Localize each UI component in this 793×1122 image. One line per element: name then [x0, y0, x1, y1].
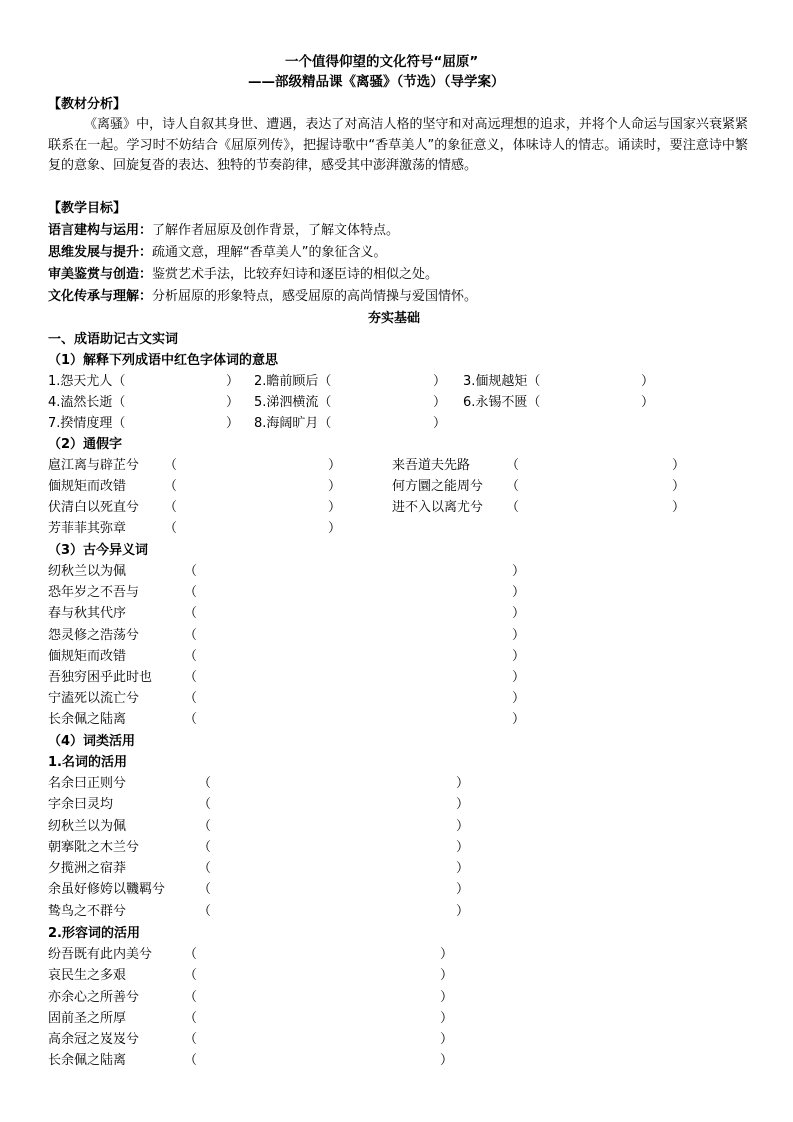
paren-close: ） [456, 861, 470, 876]
goal-label: 审美鉴赏与创造： [48, 267, 153, 282]
paren-open: （ [198, 904, 212, 919]
paren-close: ） [456, 776, 470, 791]
paren-close: ） [672, 458, 686, 473]
goal-label: 思维发展与提升： [48, 245, 153, 260]
gujin-item: 恐年岁之不吾与 [48, 585, 140, 600]
paren-open: （ [164, 479, 178, 494]
paren-open: （ [198, 776, 212, 791]
doc-subtitle: ——部级精品课《离骚》（节选）（导学案） [248, 74, 505, 90]
gujin-item: 怨灵修之浩荡兮 [48, 628, 140, 643]
paren-close: ） [440, 1011, 454, 1026]
paren-close: ） [328, 521, 342, 536]
tongjia-item: 芳菲菲其弥章 [48, 521, 127, 536]
goal-text: 分析屈原的形象特点，感受屈原的高尚情操与爱国情怀。 [152, 289, 478, 304]
paren-close: ） [672, 500, 686, 515]
tongjia-item: 偭规矩而改错 [48, 479, 127, 494]
paren-close: ） [512, 585, 526, 600]
gujin-item: 长余佩之陆离 [48, 712, 127, 727]
paren-open: （ [198, 861, 212, 876]
gujin-item: 纫秋兰以为佩 [48, 564, 127, 579]
noun-item: 朝搴阰之木兰兮 [48, 840, 140, 855]
paren-close: ） [456, 904, 470, 919]
section1-heading: 一、成语助记古文实词 [48, 332, 179, 347]
adj-item: 长余佩之陆离 [48, 1053, 127, 1068]
paren-close: ） [328, 500, 342, 515]
paren-open: （ [184, 1053, 198, 1068]
goal-item [48, 288, 477, 306]
paren-close: ） [512, 670, 526, 685]
paren-close: ） [512, 564, 526, 579]
sub3-heading: （3）古今异义词 [48, 543, 149, 558]
paren-close: ） [226, 374, 240, 389]
sub2-heading: （2）通假字 [48, 437, 123, 452]
paren-open: （ [164, 521, 178, 536]
adj-item: 亦余心之所善兮 [48, 990, 140, 1005]
paren-close: ） [672, 479, 686, 494]
paren-close: ） [440, 947, 454, 962]
paren-close: ） [456, 797, 470, 812]
paren-close: ） [328, 458, 342, 473]
noun-item: 纫秋兰以为佩 [48, 819, 127, 834]
paren-open: （ [164, 458, 178, 473]
paren-open: （ [198, 797, 212, 812]
paren-close: ） [456, 840, 470, 855]
paren-open: （ [198, 840, 212, 855]
paren-open: （ [184, 585, 198, 600]
goal-item [48, 222, 399, 240]
idiom-item: 1.怨天尤人（ [48, 374, 126, 389]
paren-open: （ [184, 670, 198, 685]
paren-close: ） [512, 649, 526, 664]
goal-label: 文化传承与理解： [48, 289, 153, 304]
adj-item: 纷吾既有此内美兮 [48, 947, 153, 962]
paren-close: ） [440, 1032, 454, 1047]
paren-open: （ [506, 500, 520, 515]
gujin-item: 春与秋其代序 [48, 606, 127, 621]
paren-close: ） [456, 819, 470, 834]
paren-open: （ [506, 479, 520, 494]
paren-close: ） [512, 712, 526, 727]
paren-open: （ [184, 712, 198, 727]
paren-open: （ [184, 606, 198, 621]
paren-close: ） [641, 374, 655, 389]
idiom-item: 2.瞻前顾后（ [254, 374, 332, 389]
goal-text: 鉴赏艺术手法，比较弃妇诗和逐臣诗的相似之处。 [152, 267, 439, 282]
paren-open: （ [184, 1011, 198, 1026]
tongjia-item: 进不入以离尤兮 [392, 500, 484, 515]
gujin-item: 吾独穷困乎此时也 [48, 670, 153, 685]
noun-item: 名余曰正则兮 [48, 776, 127, 791]
paren-close: ） [226, 416, 240, 431]
noun-item: 余虽好修姱以鞿羁兮 [48, 882, 166, 897]
tongjia-item: 来吾道夫先路 [392, 458, 471, 473]
noun-heading: 1.名词的活用 [48, 755, 127, 770]
doc-title: 一个值得仰望的文化符号“屈原” [285, 54, 479, 70]
paren-open: （ [184, 1032, 198, 1047]
sub1-heading: （1）解释下列成语中红色字体词的意思 [48, 353, 279, 368]
idiom-item: 5.涕泗横流（ [254, 395, 332, 410]
gujin-item: 偭规矩而改错 [48, 649, 127, 664]
idiom-item: 6.永锡不匮（ [463, 395, 541, 410]
foundation-title: 夯实基础 [368, 311, 421, 326]
sub4-heading: （4）词类活用 [48, 734, 136, 749]
goal-text: 了解作者屈原及创作背景，了解文体特点。 [152, 223, 400, 238]
goal-item [48, 266, 438, 284]
paren-open: （ [164, 500, 178, 515]
paren-open: （ [198, 819, 212, 834]
tongjia-item: 伏清白以死直兮 [48, 500, 140, 515]
paren-close: ） [433, 416, 447, 431]
paren-open: （ [506, 458, 520, 473]
paren-open: （ [184, 691, 198, 706]
idiom-item: 3.偭规越矩（ [463, 374, 541, 389]
paren-close: ） [328, 479, 342, 494]
paren-open: （ [184, 968, 198, 983]
goal-text: 疏通文意，理解“香草美人”的象征含义。 [152, 245, 387, 260]
paren-open: （ [198, 882, 212, 897]
paren-close: ） [512, 691, 526, 706]
idiom-item: 4.溘然长逝（ [48, 395, 126, 410]
gujin-item: 宁溘死以流亡兮 [48, 691, 140, 706]
paren-open: （ [184, 628, 198, 643]
paren-open: （ [184, 649, 198, 664]
idiom-item: 8.海阔旷月（ [254, 416, 332, 431]
tongjia-item: 扈江离与辟芷兮 [48, 458, 140, 473]
analysis-body: 《离骚》中，诗人自叙其身世、遭遇，表达了对高洁人格的坚守和对高远理想的追求，并将个人命运与国家兴衰紧紧联系在一起。学习时不妨结合《屈原列传》，把握诗歌中“香草美人”的象征意义，体味诗人的情志。诵读时，要注意诗中繁复的意象、回旋复沓的表达、独特的节奏韵律，感受其中澎湃激荡的情感。 [48, 117, 748, 173]
analysis-heading: 【教材分析】 [48, 97, 127, 112]
paren-close: ） [433, 395, 447, 410]
goals-heading-text: 【教学目标】 [48, 201, 127, 216]
paren-close: ） [440, 1053, 454, 1068]
paren-close: ） [641, 395, 655, 410]
noun-item: 字余曰灵均 [48, 797, 114, 812]
paren-open: （ [184, 564, 198, 579]
goal-label: 语言建构与运用： [48, 223, 153, 238]
adj-heading: 2.形容词的活用 [48, 926, 140, 941]
paren-close: ） [512, 606, 526, 621]
paren-close: ） [512, 628, 526, 643]
idiom-item: 7.揆情度理（ [48, 416, 126, 431]
tongjia-item: 何方圜之能周兮 [392, 479, 484, 494]
paren-close: ） [440, 968, 454, 983]
adj-item: 哀民生之多艰 [48, 968, 127, 983]
adj-item: 高余冠之岌岌兮 [48, 1032, 140, 1047]
noun-item: 夕揽洲之宿莽 [48, 861, 127, 876]
goal-item [48, 244, 387, 262]
noun-item: 鸷鸟之不群兮 [48, 904, 127, 919]
adj-item: 固前圣之所厚 [48, 1011, 127, 1026]
paren-close: ） [456, 882, 470, 897]
paren-close: ） [440, 990, 454, 1005]
paren-close: ） [433, 374, 447, 389]
paren-open: （ [184, 947, 198, 962]
paren-close: ） [226, 395, 240, 410]
paren-open: （ [184, 990, 198, 1005]
